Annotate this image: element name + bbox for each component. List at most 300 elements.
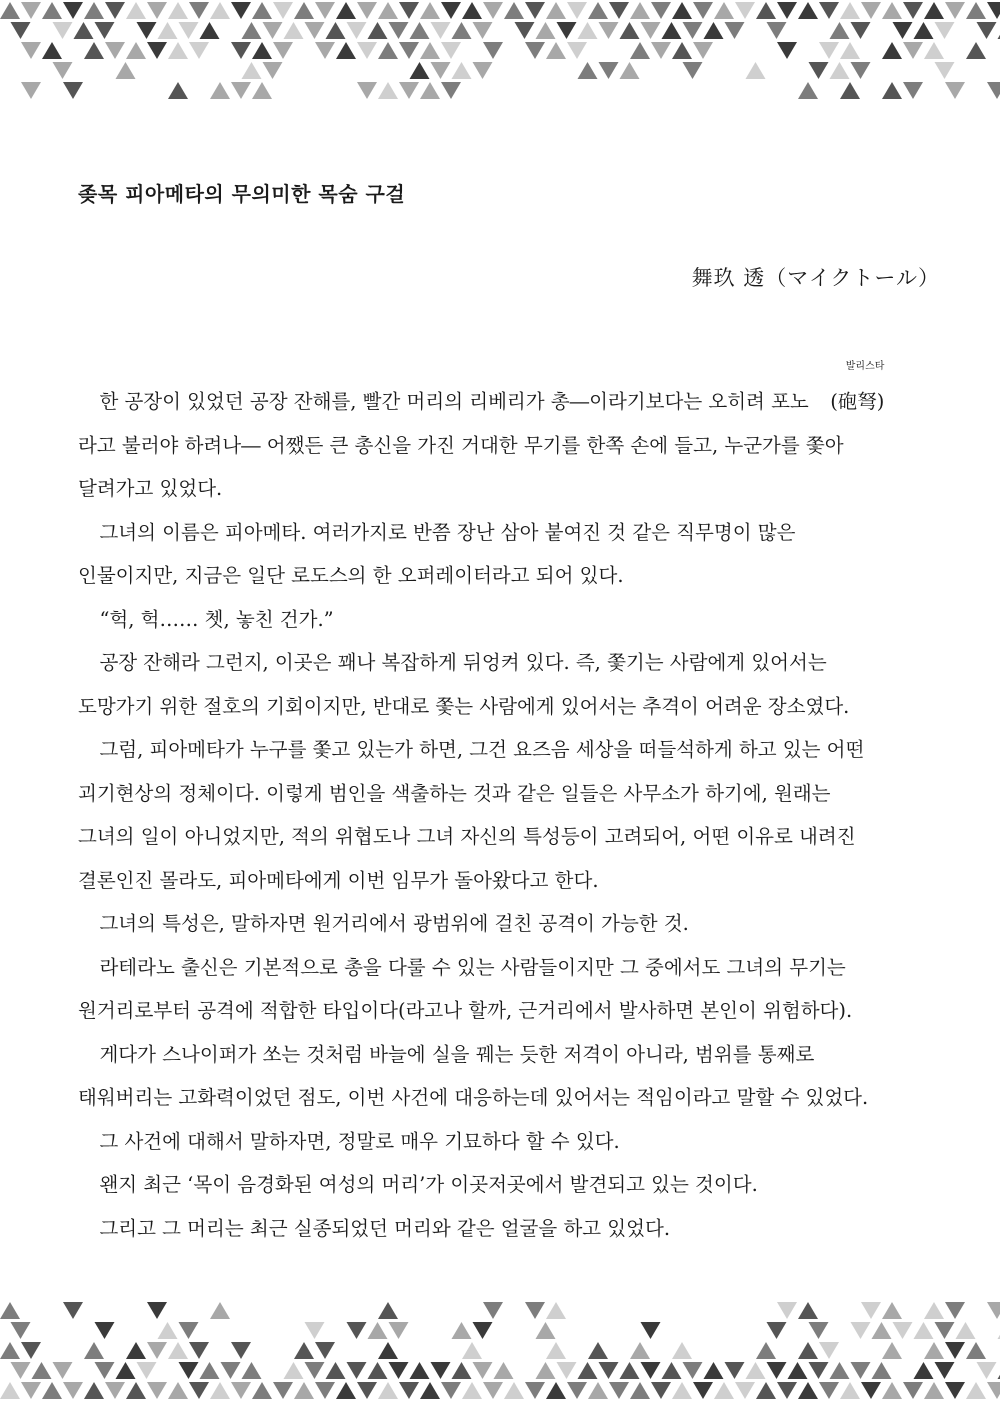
pattern-triangle [410, 22, 430, 39]
pattern-triangle [473, 1322, 493, 1339]
pattern-triangle [252, 2, 272, 19]
pattern-triangle [105, 2, 125, 19]
pattern-triangle [11, 1362, 31, 1379]
author-name: 舞玖 透（マイクトール） [691, 266, 940, 290]
pattern-triangle [966, 1342, 986, 1359]
pattern-triangle [809, 62, 829, 79]
pattern-triangle [609, 2, 629, 19]
pattern-triangle [11, 22, 31, 39]
pattern-triangle [935, 1362, 955, 1379]
pattern-triangle [819, 2, 839, 19]
pattern-triangle [0, 1302, 20, 1319]
pattern-triangle [819, 1382, 839, 1399]
pattern-triangle [840, 42, 860, 59]
pattern-triangle [966, 42, 986, 59]
pattern-triangle [294, 1342, 314, 1359]
body-line-1: 한 공장이 있었던 공장 잔해를, 빨간 머리의 리베리가 총―이라기보다는 오히려 포노 발리스타 (砲弩) [78, 380, 938, 424]
pattern-triangle [546, 1382, 566, 1399]
pattern-triangle [473, 22, 493, 39]
pattern-triangle [210, 82, 230, 99]
pattern-triangle [756, 1382, 776, 1399]
pattern-triangle [714, 1382, 734, 1399]
pattern-triangle [462, 1342, 482, 1359]
pattern-triangle [137, 22, 157, 39]
pattern-triangle [326, 22, 346, 39]
pattern-triangle [882, 42, 902, 59]
pattern-triangle [945, 1342, 965, 1359]
pattern-triangle [389, 1322, 409, 1339]
pattern-triangle [399, 82, 419, 99]
pattern-triangle [284, 22, 304, 39]
pattern-triangle [662, 1362, 682, 1379]
pattern-triangle [557, 22, 577, 39]
pattern-triangle [326, 1362, 346, 1379]
pattern-triangle [126, 1342, 146, 1359]
pattern-triangle [735, 2, 755, 19]
pattern-triangle [116, 62, 136, 79]
pattern-triangle [231, 82, 251, 99]
pattern-triangle [578, 22, 598, 39]
pattern-triangle [242, 1362, 262, 1379]
pattern-triangle [620, 22, 640, 39]
pattern-triangle [903, 1382, 923, 1399]
pattern-triangle [200, 22, 220, 39]
pattern-triangle [893, 1322, 913, 1339]
pattern-triangle [147, 1382, 167, 1399]
pattern-triangle [378, 1302, 398, 1319]
body-line-14: 라테라노 출신은 기본적으로 총을 다룰 수 있는 사람들이지만 그 중에서도 그녀의 무기는 [99, 955, 846, 979]
pattern-triangle [924, 1302, 944, 1319]
pattern-triangle [273, 42, 293, 59]
pattern-triangle [462, 1382, 482, 1399]
pattern-triangle [53, 1362, 73, 1379]
pattern-triangle [126, 42, 146, 59]
pattern-triangle [378, 1382, 398, 1399]
pattern-triangle [315, 1382, 335, 1399]
pattern-triangle [420, 2, 440, 19]
pattern-triangle [767, 1322, 787, 1339]
pattern-triangle [557, 1362, 577, 1379]
pattern-triangle [11, 1322, 31, 1339]
body-line-8: 도망가기 위한 절호의 기회이지만, 반대로 쫓는 사람에게 있어서는 추격이 어려운 장소였다. [78, 694, 850, 718]
pattern-triangle [641, 22, 661, 39]
pattern-triangle [273, 1382, 293, 1399]
pattern-triangle [252, 1382, 272, 1399]
pattern-triangle [735, 1382, 755, 1399]
pattern-triangle [336, 2, 356, 19]
pattern-triangle [483, 42, 503, 59]
pattern-triangle [273, 2, 293, 19]
pattern-triangle [987, 1302, 1000, 1319]
bottom-pattern-graphic [0, 1300, 1000, 1412]
body-line-3: 달려가고 있었다. [78, 477, 223, 500]
pattern-triangle [945, 82, 965, 99]
pattern-triangle [74, 22, 94, 39]
body-line-4: 그녀의 이름은 피아메타. 여러가지로 반쯤 장난 삼아 붙여진 것 같은 직무명이 많은 [99, 520, 796, 544]
pattern-triangle [924, 2, 944, 19]
pattern-triangle [231, 2, 251, 19]
pattern-triangle [315, 2, 335, 19]
pattern-triangle [819, 42, 839, 59]
pattern-triangle [242, 62, 262, 79]
pattern-triangle [578, 62, 598, 79]
pattern-triangle [189, 2, 209, 19]
pattern-triangle [168, 1382, 188, 1399]
pattern-triangle [798, 1342, 818, 1359]
pattern-triangle [473, 1362, 493, 1379]
body-line-2: 라고 불러야 하려나― 어쨌든 큰 총신을 가진 거대한 무기를 한쪽 손에 들고, 누군가를 쫓아 [78, 433, 844, 457]
pattern-triangle [872, 1362, 892, 1379]
body-line-17: 태워버리는 고화력이었던 점도, 이번 사건에 대응하는데 있어서는 적임이라고 말할 수 있었다. [78, 1086, 869, 1109]
pattern-triangle [567, 2, 587, 19]
pattern-triangle [294, 1382, 314, 1399]
pattern-triangle [368, 22, 388, 39]
pattern-triangle [189, 1342, 209, 1359]
pattern-triangle [525, 1382, 545, 1399]
pattern-triangle [798, 82, 818, 99]
pattern-triangle [599, 1362, 619, 1379]
pattern-triangle [147, 1342, 167, 1359]
story-body [78, 361, 938, 1250]
pattern-triangle [672, 2, 692, 19]
pattern-triangle [672, 1382, 692, 1399]
pattern-triangle [756, 1342, 776, 1359]
pattern-triangle [809, 1362, 829, 1379]
pattern-triangle [315, 42, 335, 59]
pattern-triangle [945, 1302, 965, 1319]
pattern-triangle [158, 1322, 178, 1339]
pattern-triangle [210, 2, 230, 19]
pattern-triangle [662, 22, 682, 39]
pattern-triangle [536, 1362, 556, 1379]
body-line-7: 공장 잔해라 그런지, 이곳은 꽤나 복잡하게 뒤엉켜 있다. 즉, 쫓기는 사람에게 있어서는 [99, 651, 827, 674]
pattern-triangle [431, 22, 451, 39]
pattern-triangle [294, 2, 314, 19]
pattern-triangle [620, 62, 640, 79]
pattern-triangle [84, 1342, 104, 1359]
pattern-triangle [767, 1362, 787, 1379]
pattern-triangle [830, 1362, 850, 1379]
pattern-triangle [189, 42, 209, 59]
pattern-triangle [399, 1382, 419, 1399]
pattern-triangle [315, 1342, 335, 1359]
pattern-triangle [777, 1302, 797, 1319]
pattern-triangle [210, 1382, 230, 1399]
pattern-triangle [84, 42, 104, 59]
pattern-triangle [168, 2, 188, 19]
pattern-triangle [924, 42, 944, 59]
pattern-triangle [305, 22, 325, 39]
pattern-triangle [966, 1382, 986, 1399]
pattern-triangle [599, 62, 619, 79]
pattern-triangle [200, 1362, 220, 1379]
pattern-triangle [368, 1322, 388, 1339]
body-line-20: 그리고 그 머리는 최근 실종되었던 머리와 같은 얼굴을 하고 있었다. [99, 1216, 671, 1240]
pattern-triangle [914, 22, 934, 39]
pattern-triangle [714, 2, 734, 19]
pattern-triangle [452, 1362, 472, 1379]
pattern-triangle [777, 1382, 797, 1399]
pattern-triangle [21, 82, 41, 99]
pattern-triangle [95, 1362, 115, 1379]
pattern-triangle [914, 1322, 934, 1339]
pattern-triangle [42, 42, 62, 59]
pattern-triangle [525, 42, 545, 59]
pattern-triangle [21, 2, 41, 19]
story-title: 좆목 피아메타의 무의미한 목숨 구걸 [78, 182, 406, 206]
body-line-16: 게다가 스나이퍼가 쏘는 것처럼 바늘에 실을 꿰는 듯한 저격이 아니라, 범위를 통째로 [99, 1042, 815, 1066]
pattern-triangle [494, 1362, 514, 1379]
pattern-triangle [399, 42, 419, 59]
pattern-triangle [95, 22, 115, 39]
pattern-triangle [903, 2, 923, 19]
pattern-triangle [851, 1362, 871, 1379]
pattern-triangle [179, 1322, 199, 1339]
pattern-triangle [336, 42, 356, 59]
pattern-triangle [63, 1302, 83, 1319]
ruby-annotation [809, 361, 885, 424]
pattern-triangle [893, 22, 913, 39]
body-line-10: 괴기현상의 정체이다. 이렇게 범인을 색출하는 것과 같은 일들은 사무소가 하기에, 원래는 [78, 781, 831, 805]
pattern-triangle [263, 22, 283, 39]
pattern-triangle [441, 2, 461, 19]
pattern-triangle [168, 42, 188, 59]
pattern-triangle [693, 42, 713, 59]
body-line-13: 그녀의 특성은, 말하자면 원거리에서 광범위에 걸친 공격이 가능한 것. [99, 912, 689, 935]
pattern-triangle [105, 42, 125, 59]
pattern-triangle [53, 22, 73, 39]
pattern-triangle [882, 82, 902, 99]
pattern-triangle [683, 22, 703, 39]
pattern-triangle [231, 42, 251, 59]
pattern-triangle [410, 1362, 430, 1379]
pattern-triangle [588, 2, 608, 19]
body-line-19: 왠지 최근 ‘목이 음경화된 여성의 머리’가 이곳저곳에서 발견되고 있는 것이다. [99, 1173, 758, 1196]
pattern-triangle [284, 1362, 304, 1379]
pattern-triangle [483, 1302, 503, 1319]
pattern-triangle [819, 1342, 839, 1359]
pattern-triangle [116, 1362, 136, 1379]
pattern-triangle [21, 1382, 41, 1399]
pattern-triangle [389, 1362, 409, 1379]
pattern-triangle [483, 2, 503, 19]
pattern-triangle [32, 1362, 52, 1379]
pattern-triangle [630, 1382, 650, 1399]
pattern-triangle [347, 22, 367, 39]
pattern-triangle [126, 2, 146, 19]
pattern-triangle [788, 1362, 808, 1379]
pattern-triangle [641, 1322, 661, 1339]
pattern-triangle [147, 42, 167, 59]
pattern-triangle [21, 1342, 41, 1359]
pattern-triangle [798, 1382, 818, 1399]
bottom-triangle-pattern [0, 1300, 1000, 1412]
pattern-triangle [84, 1382, 104, 1399]
top-triangle-pattern [0, 0, 1000, 110]
pattern-triangle [210, 1302, 230, 1319]
pattern-triangle [746, 62, 766, 79]
pattern-triangle [504, 1382, 524, 1399]
pattern-triangle [242, 22, 262, 39]
pattern-triangle [672, 42, 692, 59]
pattern-triangle [567, 42, 587, 59]
pattern-triangle [399, 2, 419, 19]
pattern-triangle [357, 42, 377, 59]
pattern-triangle [420, 82, 440, 99]
pattern-triangle [704, 1362, 724, 1379]
pattern-triangle [221, 1362, 241, 1379]
body-line-15: 원거리로부터 공격에 적합한 타입이다(라고나 할까, 근거리에서 발사하면 본인이 위험하다). [78, 999, 853, 1022]
pattern-triangle [546, 2, 566, 19]
pattern-triangle [483, 1382, 503, 1399]
pattern-triangle [987, 2, 1000, 19]
pattern-triangle [410, 62, 430, 79]
pattern-triangle [746, 1362, 766, 1379]
pattern-triangle [525, 1302, 545, 1319]
pattern-triangle [630, 42, 650, 59]
pattern-triangle [620, 1362, 640, 1379]
pattern-triangle [389, 22, 409, 39]
pattern-triangle [882, 1302, 902, 1319]
pattern-triangle [956, 1322, 976, 1339]
pattern-triangle [609, 1382, 629, 1399]
pattern-triangle [578, 1362, 598, 1379]
ruby-base: (砲弩) [830, 390, 885, 413]
pattern-triangle [861, 1302, 881, 1319]
pattern-triangle [935, 1322, 955, 1339]
pattern-triangle [882, 1382, 902, 1399]
pattern-triangle [840, 1382, 860, 1399]
pattern-triangle [914, 1362, 934, 1379]
pattern-triangle [42, 1382, 62, 1399]
pattern-triangle [147, 1302, 167, 1319]
pattern-triangle [305, 1362, 325, 1379]
pattern-triangle [704, 22, 724, 39]
pattern-triangle [977, 1362, 997, 1379]
pattern-triangle [966, 2, 986, 19]
pattern-triangle [588, 1342, 608, 1359]
pattern-triangle [840, 82, 860, 99]
pattern-triangle [987, 82, 1000, 99]
pattern-triangle [0, 1342, 20, 1359]
pattern-triangle [693, 1382, 713, 1399]
pattern-triangle [861, 1382, 881, 1399]
pattern-triangle [588, 1382, 608, 1399]
pattern-triangle [830, 22, 850, 39]
pattern-triangle [189, 1382, 209, 1399]
pattern-triangle [336, 1382, 356, 1399]
pattern-triangle [672, 1342, 692, 1359]
pattern-triangle [452, 1322, 472, 1339]
pattern-triangle [53, 62, 73, 79]
pattern-triangle [546, 1302, 566, 1319]
pattern-triangle [0, 1382, 20, 1399]
pattern-triangle [231, 1382, 251, 1399]
pattern-triangle [599, 22, 619, 39]
pattern-triangle [851, 62, 871, 79]
pattern-triangle [651, 1382, 671, 1399]
pattern-triangle [777, 2, 797, 19]
pattern-triangle [378, 42, 398, 59]
pattern-triangle [525, 2, 545, 19]
pattern-triangle [347, 1362, 367, 1379]
pattern-triangle [756, 2, 776, 19]
pattern-triangle [441, 82, 461, 99]
pattern-triangle [126, 1382, 146, 1399]
pattern-triangle [347, 1322, 367, 1339]
pattern-triangle [252, 82, 272, 99]
pattern-triangle [840, 2, 860, 19]
pattern-triangle [630, 1342, 650, 1359]
pattern-triangle [179, 22, 199, 39]
pattern-triangle [851, 1322, 871, 1339]
pattern-triangle [0, 2, 20, 19]
pattern-triangle [641, 1362, 661, 1379]
body-line-11: 그녀의 일이 아니었지만, 적의 위협도나 그녀 자신의 특성등이 고려되어, 어떤 이유로 내려진 [78, 825, 856, 848]
pattern-triangle [368, 1362, 388, 1379]
pattern-triangle [767, 22, 787, 39]
pattern-triangle [903, 82, 923, 99]
pattern-triangle [977, 22, 997, 39]
pattern-triangle [882, 1342, 902, 1359]
pattern-triangle [683, 1362, 703, 1379]
pattern-triangle [872, 1322, 892, 1339]
pattern-triangle [147, 2, 167, 19]
pattern-triangle [63, 82, 83, 99]
pattern-triangle [809, 1322, 829, 1339]
pattern-triangle [935, 22, 955, 39]
pattern-triangle [63, 2, 83, 19]
pattern-triangle [431, 1362, 451, 1379]
pattern-triangle [798, 2, 818, 19]
pattern-triangle [441, 1382, 461, 1399]
pattern-triangle [567, 1382, 587, 1399]
pattern-triangle [546, 1342, 566, 1359]
pattern-triangle [882, 2, 902, 19]
pattern-triangle [851, 22, 871, 39]
pattern-triangle [683, 62, 703, 79]
body-line-9: 그럼, 피아메타가 누구를 쫓고 있는가 하면, 그건 요즈음 세상을 떠들석하게 하고 있는 어떤 [99, 738, 865, 761]
body-line-18: 그 사건에 대해서 말하자면, 정말로 매우 기묘하다 할 수 있다. [99, 1129, 620, 1153]
pattern-triangle [357, 82, 377, 99]
pattern-triangle [168, 1342, 188, 1359]
body-line-12: 결론인진 몰라도, 피아메타에게 이번 임무가 돌아왔다고 한다. [78, 868, 599, 892]
pattern-triangle [378, 1342, 398, 1359]
pattern-triangle [725, 22, 745, 39]
pattern-triangle [945, 1382, 965, 1399]
pattern-triangle [452, 62, 472, 79]
ruby-reading: 발리스타 [845, 361, 885, 372]
pattern-triangle [431, 62, 451, 79]
pattern-triangle [263, 62, 283, 79]
body-line-5: 인물이지만, 지금은 일단 로도스의 한 오퍼레이터라고 되어 있다. [78, 564, 624, 587]
pattern-triangle [21, 42, 41, 59]
pattern-triangle [357, 2, 377, 19]
pattern-triangle [987, 1382, 1000, 1399]
pattern-triangle [378, 2, 398, 19]
pattern-triangle [924, 1382, 944, 1399]
pattern-triangle [935, 62, 955, 79]
pattern-triangle [305, 1322, 325, 1339]
pattern-triangle [515, 22, 535, 39]
pattern-triangle [84, 2, 104, 19]
pattern-triangle [252, 42, 272, 59]
pattern-triangle [179, 1362, 199, 1379]
pattern-triangle [473, 62, 493, 79]
top-pattern-graphic [0, 0, 1000, 110]
pattern-triangle [924, 1342, 944, 1359]
pattern-triangle [536, 1322, 556, 1339]
